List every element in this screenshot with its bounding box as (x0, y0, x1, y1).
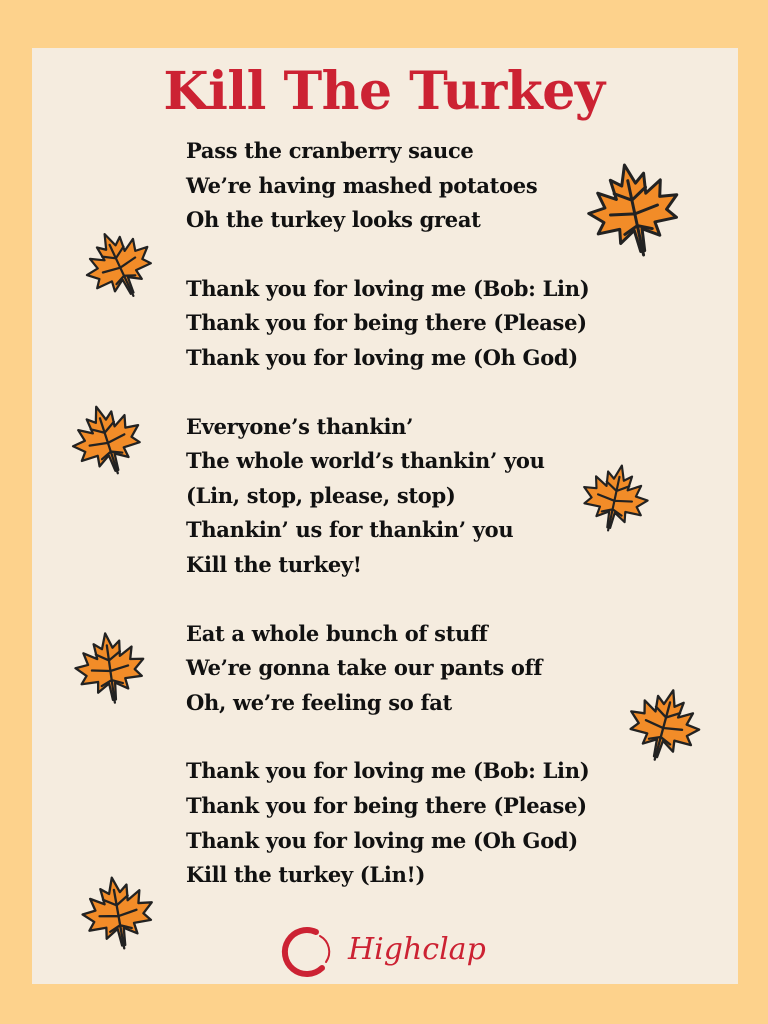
stanza (186, 754, 589, 892)
page-title: Kill The Turkey (163, 61, 605, 122)
lyric-line: Pass the cranberry sauce (186, 138, 474, 163)
lyric-line: Thank you for loving me (Bob: Lin) (186, 758, 590, 784)
stanza (186, 410, 589, 583)
lyric-line: Oh, we’re feeling so fat (186, 689, 452, 715)
lyric-line: The whole world’s thankin’ you (186, 448, 545, 474)
lyric-line: Thank you for being there (Please) (186, 310, 587, 336)
lyric-line: Thank you for loving me (Bob: Lin) (186, 275, 590, 301)
lyric-line: Thank you for being there (Please) (186, 792, 587, 818)
lyric-line: Thankin’ us for thankin’ you (186, 517, 514, 543)
logo-text: Highclap (348, 932, 486, 967)
lyric-line: Oh the turkey looks great (186, 207, 481, 233)
highclap-logo-icon (278, 922, 338, 982)
lyric-line: Kill the turkey! (186, 551, 362, 577)
stanza (186, 272, 589, 376)
lyrics-body (186, 134, 589, 927)
lyric-line: Everyone’s thankin’ (186, 413, 414, 439)
maple-leaf-icon (63, 625, 157, 712)
maple-leaf-icon (70, 867, 166, 958)
lyric-line: Thank you for loving me (Oh God) (186, 827, 578, 853)
stanza (186, 617, 589, 721)
lyric-line: (Lin, stop, please, stop) (186, 482, 456, 508)
lyric-line: Eat a whole bunch of stuff (186, 620, 488, 646)
lyric-line: Kill the turkey (Lin!) (186, 862, 426, 888)
stanza (186, 134, 589, 238)
highclap-logo (278, 922, 486, 982)
lyric-line: Thank you for loving me (Oh God) (186, 344, 578, 370)
lyric-line: We’re gonna take our pants off (186, 655, 543, 681)
lyric-line: We’re having mashed potatoes (186, 172, 538, 198)
